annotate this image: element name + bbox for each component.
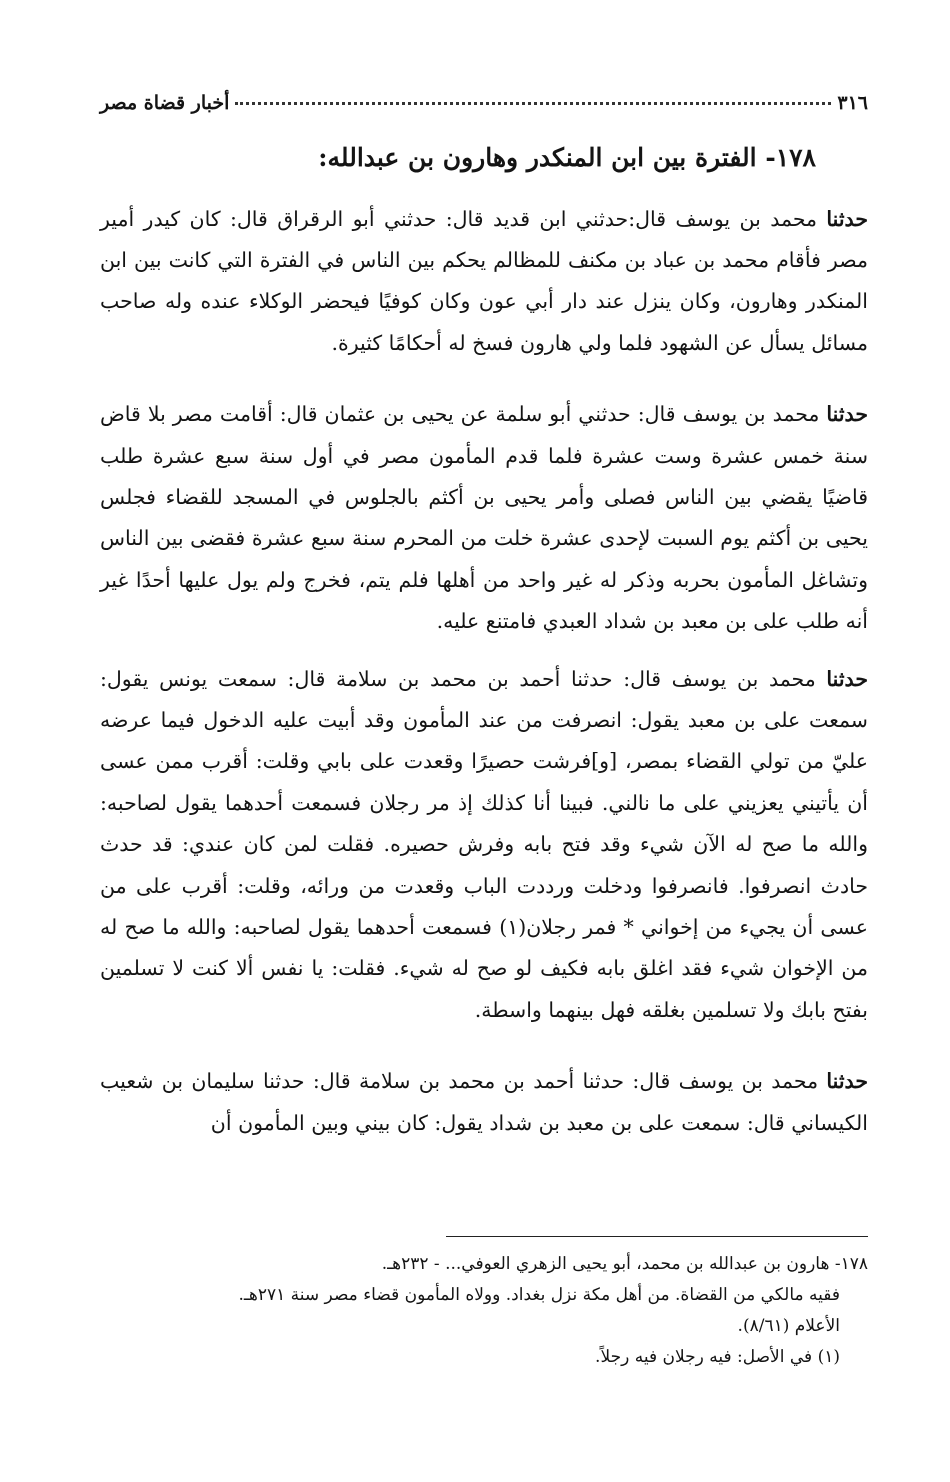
footnote: (١) في الأصل: فيه رجلان فيه رجلاً. [595, 1347, 840, 1367]
isnad-lead: حدثنا [826, 206, 868, 231]
book-page [100, 92, 868, 1144]
paragraph [100, 1061, 868, 1144]
page-header [100, 92, 868, 128]
dotted-leader [235, 102, 831, 105]
footnote: الأعلام (٨/٦١). [737, 1316, 840, 1336]
footnotes [100, 1238, 868, 1373]
running-title: أخبار قضاة مصر [100, 92, 230, 114]
footnote-separator [446, 1236, 868, 1237]
paragraph-text: محمد بن يوسف قال: حدثنا أحمد بن محمد بن سلامة قال: حدثنا سليمان بن شعيب الكيساني قال: سمعت على بن معبد بن شداد يقول: كان بيني وبين المأمون أن [100, 1069, 868, 1135]
paragraph-text: محمد بن يوسف قال: حدثنا أحمد بن محمد بن سلامة قال: سمعت يونس يقول: سمعت على بن معبد يقول: انصرفت من عند المأمون وقد أبيت عليه الدخول فيما عرضه عليّ من تولي القضاء بمصر، [و]فرشت حصيرًا وقعدت على بابي وقلت: أقرب ممن عسى أن يأتيني يعزيني على ما نالني. فبينا أنا كذلك إذ مر رجلان فسمعت أحدهما يقول لصاحبه: والله ما صح له الآن شيء وقد فتح بابه وفرش حصيره. فقلت لمن كان عندي: قد حدث حادث انصرفوا. فانصرفوا ودخلت ورددت الباب وقعدت من ورائه، وقلت: أقرب على من عسى أن يجيء من إخواني * فمر رجلان(١) فسمعت أحدهما يقول لصاحبه: والله ما صح له من الإخوان شيء فقد اغلق بابه فكيف لو صح له شيء. فقلت: يا نفس ألا كنت لا تسلمين بفتح بابك ولا تسلمين بغلقه فهل بينهما واسطة. [100, 666, 868, 1022]
paragraph-text: محمد بن يوسف قال:حدثني ابن قديد قال: حدثني أبو الرقراق قال: كان كيدر أمير مصر فأقام محمد بن عباد بن مكنف للمظالم يحكم بين الناس في الفترة التي كانت بين ابن المنكدر وهارون، وكان ينزل عند دار أبي عون وكان كوفيًا فيحضر الوكلاء عنده وله صاحب مسائل يسأل عن الشهود فلما ولي هارون فسخ له أحكامًا كثيرة. [100, 206, 868, 355]
paragraph [100, 394, 868, 642]
paragraph-text: محمد بن يوسف قال: حدثني أبو سلمة عن يحيى بن عثمان قال: أقامت مصر بلا قاض سنة خمس عشرة وست عشرة فلما قدم المأمون مصر في أول سنة سبع عشرة طلب قاضيًا يقضي بين الناس فصلى وأمر يحيى بن أكثم بالجلوس في المسجد للقضاء فجلس يحيى بن أكثم يوم السبت لإحدى عشرة خلت من المحرم سنة سبع عشرة فقضى بين الناس وتشاغل المأمون بحربه وذكر له غير واحد من أهلها فلم يتم، فخرج ولم يول عليها أحدًا غير أنه طلب على بن معبد بن شداد العبدي فامتنع عليه. [100, 402, 868, 634]
page-number: ٣١٦ [837, 92, 868, 114]
section-heading: ١٧٨- الفترة بين ابن المنكدر وهارون بن عبدالله: [318, 143, 816, 172]
footnote: ١٧٨- هارون بن عبدالله بن محمد، أبو يحيى الزهري العوفي... - ٢٣٢هـ. [381, 1254, 868, 1274]
isnad-lead: حدثنا [826, 1069, 868, 1094]
isnad-lead: حدثنا [826, 666, 868, 691]
isnad-lead: حدثنا [826, 402, 868, 427]
paragraph [100, 659, 868, 1032]
footnote: فقيه مالكي من القضاة. من أهل مكة نزل بغداد. وولاه المأمون قضاء مصر سنة ٢٧١هـ. [238, 1285, 840, 1305]
paragraph [100, 199, 868, 365]
